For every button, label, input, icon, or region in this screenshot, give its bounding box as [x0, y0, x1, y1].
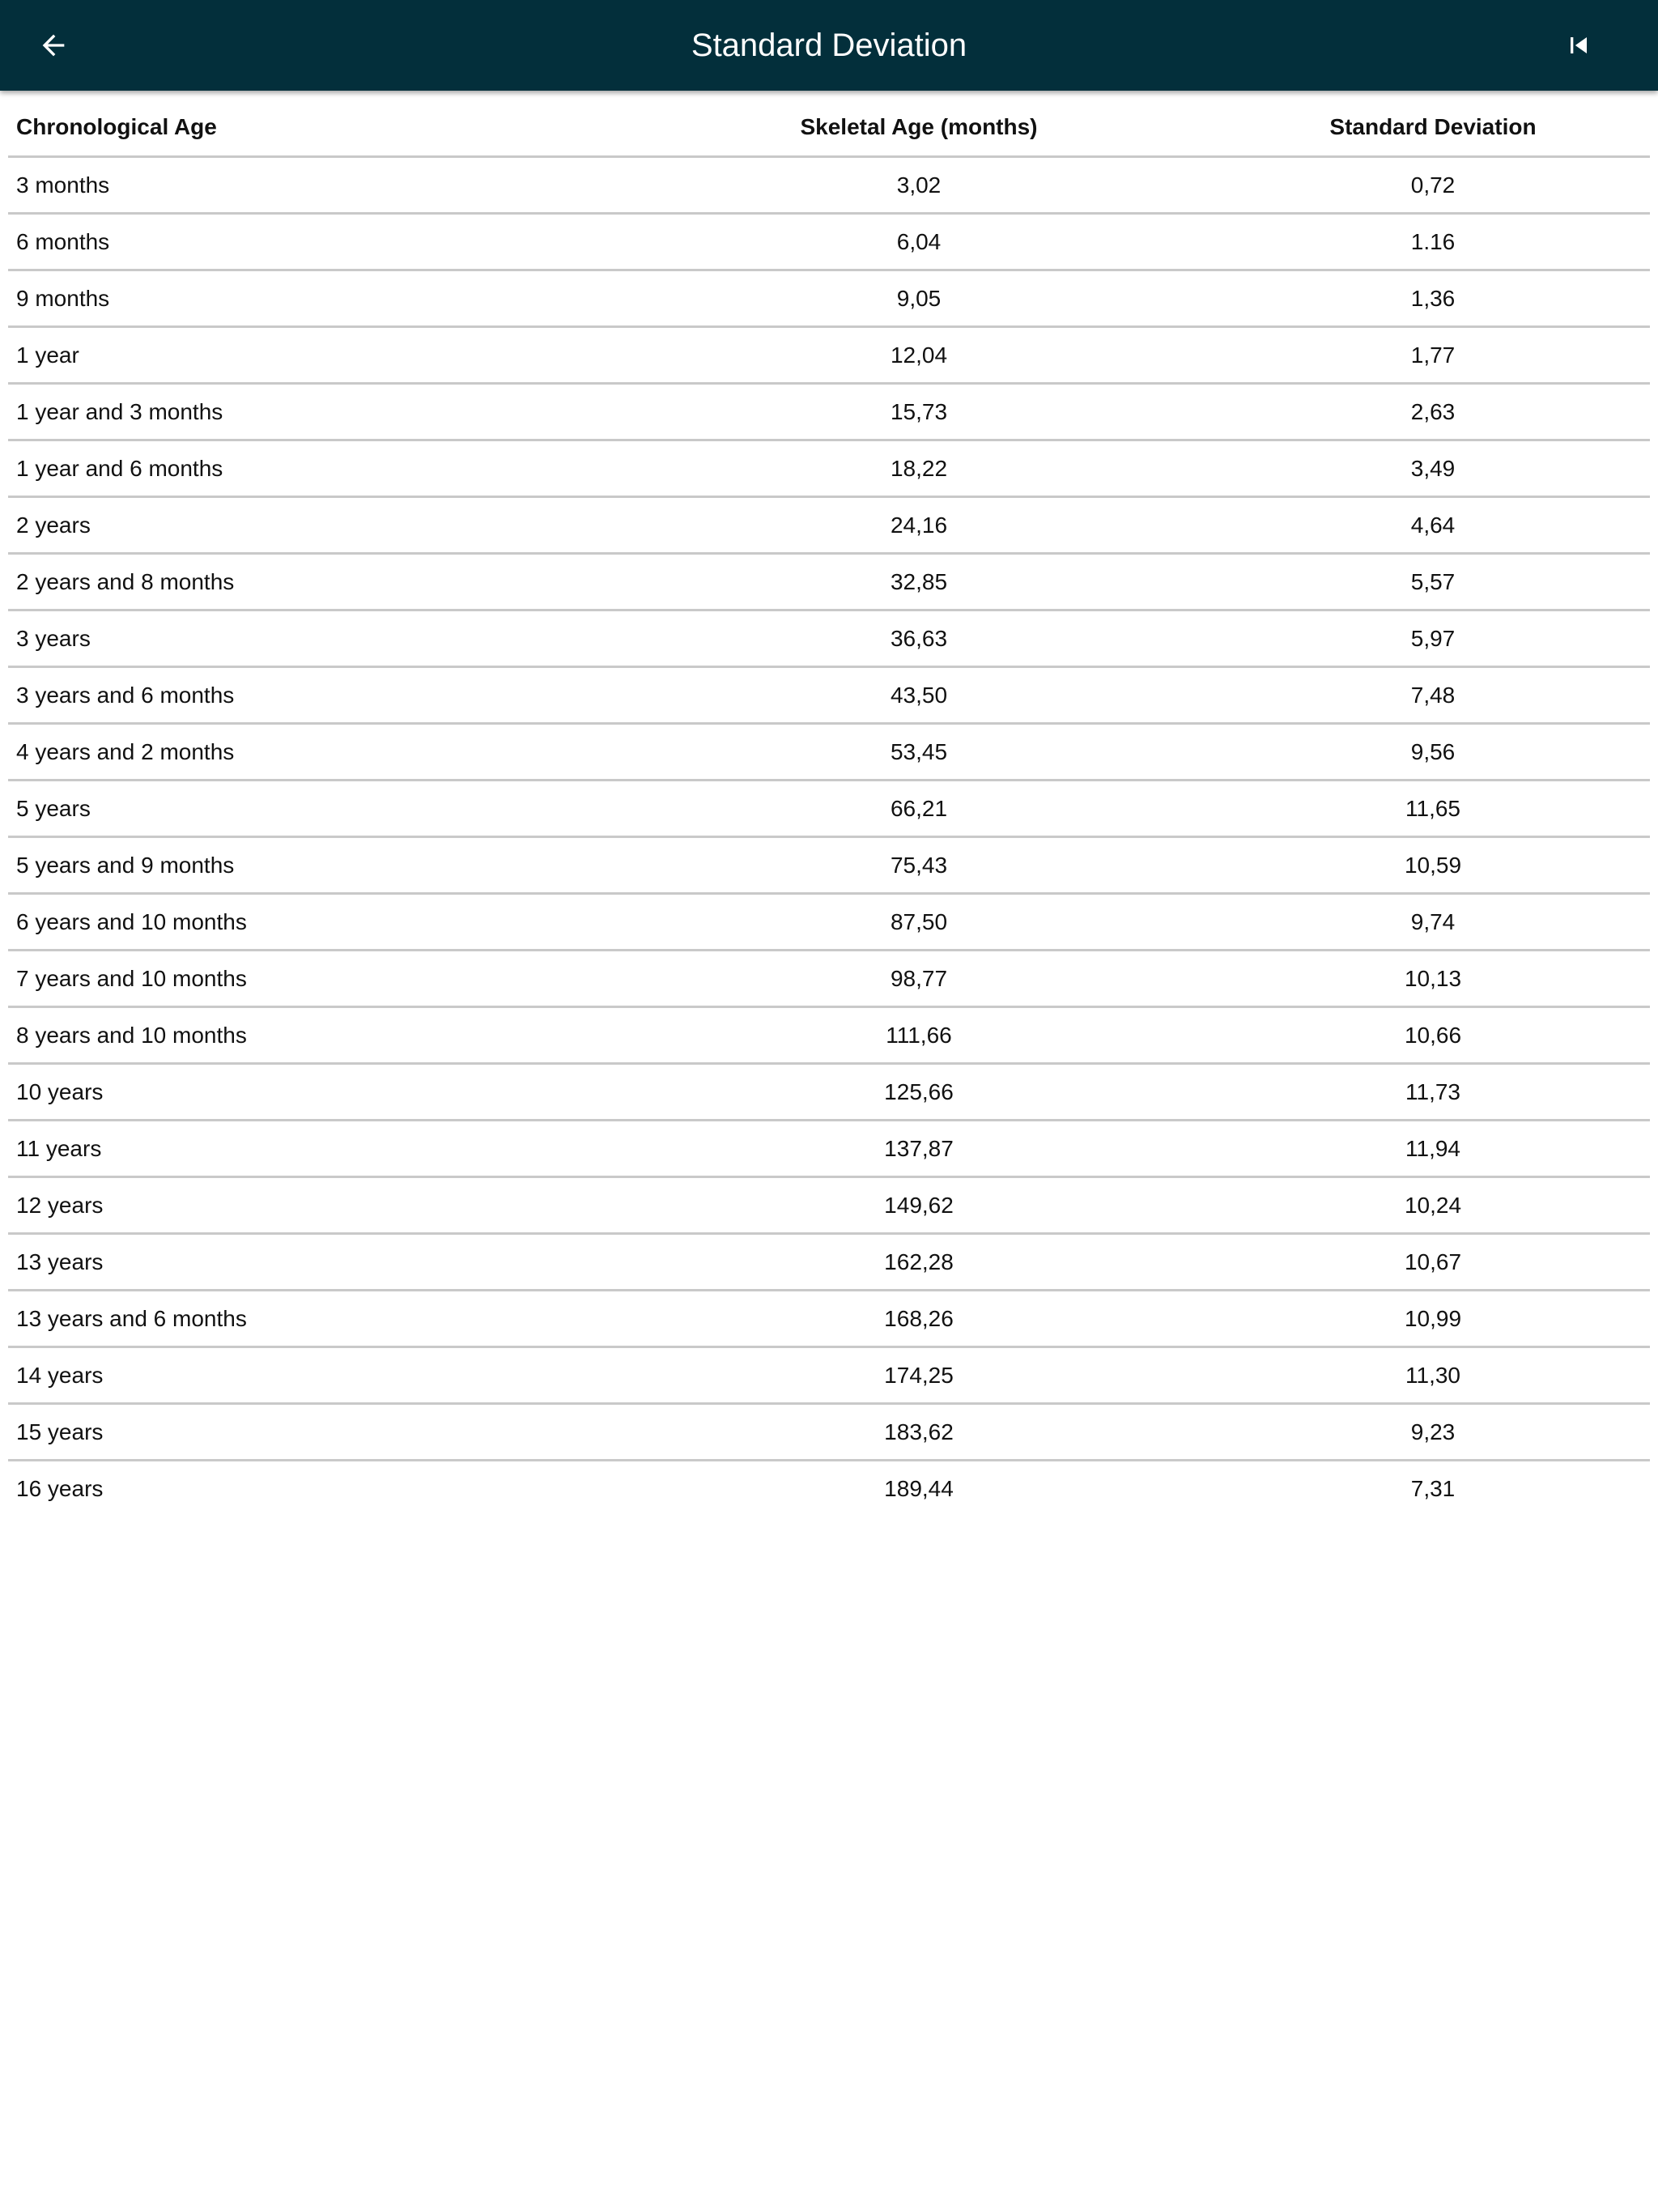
cell-chronological-age: 11 years: [8, 1121, 622, 1177]
column-header-skeletal-age: Skeletal Age (months): [622, 99, 1216, 157]
cell-chronological-age: 13 years and 6 months: [8, 1291, 622, 1347]
cell-skeletal-age: 9,05: [622, 270, 1216, 327]
table-row: [8, 1461, 1650, 1516]
table-row: [8, 610, 1650, 667]
cell-chronological-age: 8 years and 10 months: [8, 1007, 622, 1064]
cell-chronological-age: 1 year and 3 months: [8, 384, 622, 440]
cell-skeletal-age: 43,50: [622, 667, 1216, 724]
cell-standard-deviation: 7,31: [1410, 1475, 1456, 1501]
cell-skeletal-age: 53,45: [622, 724, 1216, 781]
cell-standard-deviation: 3,49: [1216, 440, 1650, 497]
app-bar: [0, 0, 1658, 91]
cell-standard-deviation: 10,66: [1216, 1007, 1650, 1064]
column-header-standard-deviation: Standard Deviation: [1216, 99, 1650, 157]
cell-skeletal-age: 137,87: [622, 1121, 1216, 1177]
cell-skeletal-age: 75,43: [622, 837, 1216, 894]
cell-skeletal-age: 6,04: [622, 214, 1216, 270]
cell-standard-deviation: 11,65: [1216, 781, 1650, 837]
cell-standard-deviation: 2,63: [1216, 384, 1650, 440]
table-row: [8, 951, 1650, 1007]
cell-skeletal-age: 36,63: [622, 610, 1216, 667]
table-row: [8, 554, 1650, 610]
cell-chronological-age: 6 years and 10 months: [8, 894, 622, 951]
cell-chronological-age: 3 years: [8, 610, 622, 667]
cell-skeletal-age: 162,28: [622, 1234, 1216, 1291]
cell-standard-deviation: 10,99: [1216, 1291, 1650, 1347]
cell-chronological-age: 1 year and 6 months: [8, 440, 622, 497]
cell-chronological-age: 5 years: [8, 781, 622, 837]
cell-skeletal-age: 98,77: [622, 951, 1216, 1007]
cell-skeletal-age: 174,25: [622, 1347, 1216, 1404]
cell-chronological-age: 14 years: [8, 1347, 622, 1404]
table-row: [8, 157, 1650, 214]
cell-chronological-age: 16 years: [16, 1475, 104, 1501]
table-row: [8, 781, 1650, 837]
table-row: [8, 837, 1650, 894]
table-row: [8, 384, 1650, 440]
table-row: [8, 440, 1650, 497]
cell-standard-deviation: 7,48: [1216, 667, 1650, 724]
page-title: Standard Deviation: [691, 28, 967, 63]
cell-standard-deviation: 11,73: [1216, 1064, 1650, 1121]
cell-skeletal-age: 66,21: [622, 781, 1216, 837]
cell-skeletal-age: 15,73: [622, 384, 1216, 440]
standard-deviation-table: [8, 99, 1650, 1516]
table-row: [8, 667, 1650, 724]
table-row: [8, 1007, 1650, 1064]
cell-chronological-age: 13 years: [8, 1234, 622, 1291]
cell-standard-deviation: 9,23: [1216, 1404, 1650, 1461]
table-header-row: [8, 99, 1650, 157]
cell-standard-deviation: 10,24: [1216, 1177, 1650, 1234]
cell-chronological-age: 3 months: [8, 157, 622, 214]
cell-chronological-age: 5 years and 9 months: [8, 837, 622, 894]
cell-skeletal-age: 24,16: [622, 497, 1216, 554]
cell-standard-deviation: 1.16: [1216, 214, 1650, 270]
table-row: [8, 1347, 1650, 1404]
cell-standard-deviation: 1,36: [1216, 270, 1650, 327]
table-row: [8, 1234, 1650, 1291]
cell-skeletal-age: 18,22: [622, 440, 1216, 497]
cell-chronological-age: 10 years: [8, 1064, 622, 1121]
cell-skeletal-age: 149,62: [622, 1177, 1216, 1234]
cell-chronological-age: 6 months: [8, 214, 622, 270]
skip-first-icon: [1562, 29, 1595, 62]
cell-skeletal-age: 189,44: [884, 1475, 954, 1501]
table-row: [8, 1404, 1650, 1461]
column-header-chronological-age: Chronological Age: [8, 99, 622, 157]
cell-standard-deviation: 4,64: [1216, 497, 1650, 554]
cell-standard-deviation: 10,59: [1216, 837, 1650, 894]
cell-chronological-age: 7 years and 10 months: [8, 951, 622, 1007]
cell-standard-deviation: 0,72: [1216, 157, 1650, 214]
cell-chronological-age: 1 year: [8, 327, 622, 384]
table-row: [8, 1177, 1650, 1234]
arrow-left-icon: [37, 29, 70, 62]
table-row: [8, 497, 1650, 554]
table-row: [8, 270, 1650, 327]
table-row: [8, 214, 1650, 270]
cell-standard-deviation: 10,67: [1216, 1234, 1650, 1291]
cell-skeletal-age: 3,02: [622, 157, 1216, 214]
cell-chronological-age: 2 years and 8 months: [8, 554, 622, 610]
table-row: [8, 327, 1650, 384]
cell-standard-deviation: 11,30: [1216, 1347, 1650, 1404]
cell-standard-deviation: 5,57: [1216, 554, 1650, 610]
cell-skeletal-age: 125,66: [622, 1064, 1216, 1121]
cell-chronological-age: 2 years: [8, 497, 622, 554]
cell-skeletal-age: 111,66: [622, 1007, 1216, 1064]
cell-chronological-age: 9 months: [8, 270, 622, 327]
cell-standard-deviation: 1,77: [1216, 327, 1650, 384]
cell-standard-deviation: 9,74: [1216, 894, 1650, 951]
cell-chronological-age: 15 years: [8, 1404, 622, 1461]
first-page-button[interactable]: [1550, 16, 1608, 74]
table-body: [8, 157, 1650, 1516]
table-row: [8, 1291, 1650, 1347]
table-row: [8, 1064, 1650, 1121]
cell-standard-deviation: 9,56: [1216, 724, 1650, 781]
cell-skeletal-age: 168,26: [622, 1291, 1216, 1347]
cell-standard-deviation: 10,13: [1216, 951, 1650, 1007]
back-button[interactable]: [24, 16, 83, 74]
cell-chronological-age: 12 years: [8, 1177, 622, 1234]
cell-skeletal-age: 32,85: [622, 554, 1216, 610]
cell-skeletal-age: 87,50: [622, 894, 1216, 951]
cell-skeletal-age: 12,04: [622, 327, 1216, 384]
cell-skeletal-age: 183,62: [622, 1404, 1216, 1461]
table-row: [8, 1121, 1650, 1177]
table-row: [8, 894, 1650, 951]
cell-chronological-age: 3 years and 6 months: [8, 667, 622, 724]
cell-chronological-age: 4 years and 2 months: [8, 724, 622, 781]
table-row: [8, 724, 1650, 781]
cell-standard-deviation: 11,94: [1216, 1121, 1650, 1177]
cell-standard-deviation: 5,97: [1216, 610, 1650, 667]
